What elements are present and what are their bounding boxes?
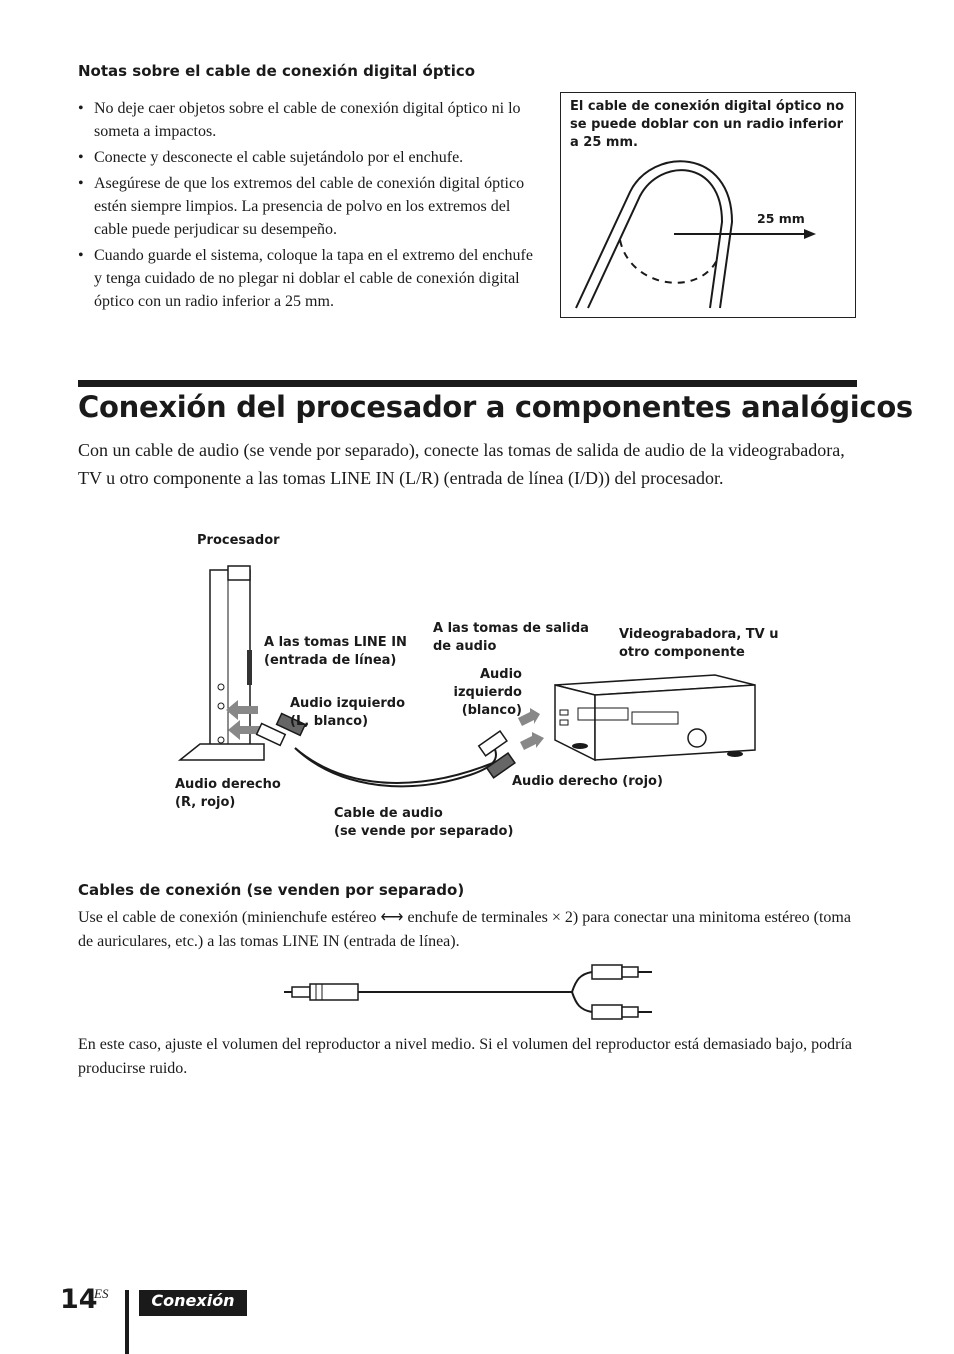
audio-cable-label: Cable de audio (se vende por separado) — [334, 806, 514, 839]
cables-text: Use el cable de conexión (minienchufe estéreo ⟷ enchufe de terminales × 2) para conectar una minitoma estéreo (toma de auriculares, etc.) a las tomas LINE IN (entrada de línea). — [78, 909, 851, 950]
bend-radius-illustration — [560, 92, 856, 318]
section-intro: Con un cable de audio (se vende por separado), conecte las tomas de salida de audio de la videograbadora, TV u otro componente a las tomas LINE IN (L/R) (entrada de línea (I/D)) del procesador. — [78, 440, 845, 488]
section-tab: Conexión — [139, 1290, 247, 1316]
footer-divider — [125, 1290, 129, 1354]
section-rule — [78, 380, 857, 387]
audio-right-component-label: Audio derecho (rojo) — [512, 774, 663, 789]
list-item: • No deje caer objetos sobre el cable de conexión digital óptico ni lo someta a impactos. — [78, 100, 521, 140]
receiver-illustration — [555, 675, 755, 760]
audio-left-component-label: Audio izquierdo (blanco) — [453, 667, 522, 718]
closing-paragraph: En este caso, ajuste el volumen del reproductor a nivel medio. Si el volumen del reproductor está demasiado bajo, podría producirse ruido. — [78, 1036, 852, 1077]
notes-list — [78, 97, 540, 316]
notes-title: Notas sobre el cable de conexión digital óptico — [78, 62, 476, 80]
double-arrow-icon: ⟷ — [380, 909, 404, 926]
processor-label: Procesador — [197, 533, 280, 548]
language-code: ES — [94, 1286, 109, 1301]
list-item: • Asegúrese de que los extremos del cable de conexión digital óptico estén siempre limpios. La presencia de polvo en los extremos del cable puede perjudicar su desempeño. — [78, 175, 525, 238]
section-title: Conexión del procesador a componentes analógicos — [78, 390, 913, 424]
line-in-label: A las tomas LINE IN (entrada de línea) — [264, 635, 407, 668]
cables-title: Cables de conexión (se venden por separado) — [78, 881, 465, 899]
list-item: • Cuando guarde el sistema, coloque la tapa en el extremo del enchufe y tenga cuidado de no plegar ni doblar el cable de conexión digital óptico con un radio inferior a 25 mm. — [78, 247, 533, 310]
audio-right-processor-label: Audio derecho (R, rojo) — [175, 777, 281, 810]
list-item: • Conecte y desconecte el cable sujetándolo por el enchufe. — [78, 149, 464, 166]
vcr-label: Videograbadora, TV u otro componente — [619, 627, 779, 660]
bend-radius-caption: El cable de conexión digital óptico no se puede doblar con un radio inferior a 25 mm. — [570, 99, 845, 150]
audio-left-processor-label: Audio izquierdo (L, blanco) — [290, 696, 406, 729]
audio-out-label: A las tomas de salida de audio — [433, 621, 589, 654]
stereo-cable-illustration — [280, 960, 660, 1022]
radius-label: 25 mm — [757, 211, 805, 226]
page-number: 14 — [60, 1284, 98, 1315]
